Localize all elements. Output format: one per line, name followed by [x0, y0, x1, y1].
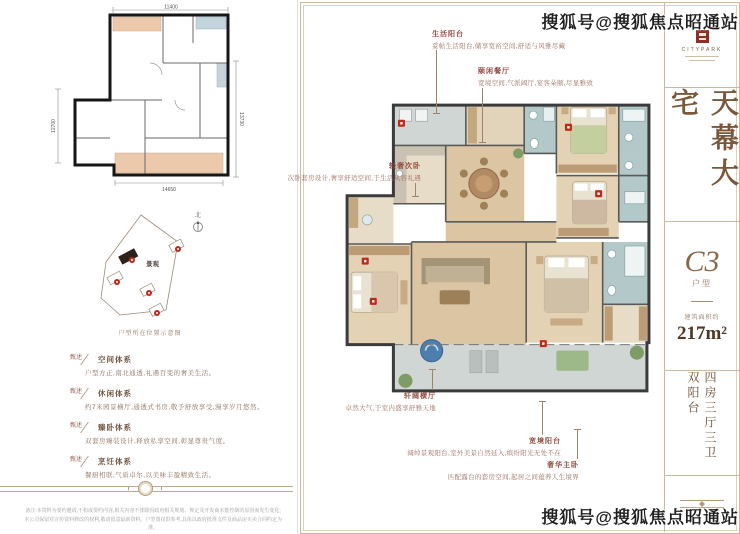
tech-balcony-bottom: [115, 153, 223, 173]
site-boundary: [101, 215, 178, 315]
slash-divider: [80, 354, 99, 365]
feature-title: 臻卧体系: [98, 423, 133, 432]
north-label: 北: [194, 213, 202, 219]
tech-balcony-top: [113, 17, 161, 31]
feature-cooking: [70, 454, 282, 479]
annotation-master-bedroom: 奢华主卧 匹配露台的套房空间,起居之间蕴养人生境界: [447, 462, 579, 481]
sidebar-title-section: [665, 88, 739, 222]
footer-medallion: [138, 481, 153, 496]
unit-divider: [691, 301, 713, 302]
annotation-leader-line: [436, 50, 437, 114]
feature-sleep: [70, 420, 282, 445]
feature-tag: 甄述: [70, 423, 83, 429]
left-page: [0, 0, 296, 534]
footer-rule-tick: [128, 487, 129, 490]
tech-bath-top: [196, 17, 226, 29]
logo-tagline-line: [689, 60, 715, 61]
feature-list: [70, 352, 282, 488]
slash-divider: [80, 456, 99, 467]
annotation-second-bedroom: 轻奢次卧 次卧套房设计,奢享舒适空间,于生活从容礼遇: [287, 163, 421, 182]
annotation-grand-hall: 轩阔横厅 卓然大气,于室内盛享舒雅天地: [345, 393, 436, 412]
slash-divider: [80, 388, 99, 399]
tech-dim-right: 13730: [238, 112, 244, 126]
unit-code-label: 户型: [692, 279, 712, 288]
annotation-leader-line: [432, 369, 433, 390]
sidebar-layout-section: [665, 371, 739, 476]
tech-interior-walls: [75, 15, 228, 175]
feature-tag: 甄述: [70, 355, 83, 361]
area-value: 217m²: [676, 323, 728, 344]
feature-desc: 餐厨相联,气质卓尔,以美味丰盈精致生活。: [85, 472, 216, 479]
rendered-floorplan: [327, 91, 659, 398]
feature-title: 空间体系: [98, 355, 133, 364]
watermark-bottom: 搜狐号@搜狐焦点昭通站: [541, 508, 739, 527]
logo-text: CITYPARK: [681, 46, 723, 53]
tech-dim-top: 11400: [164, 4, 178, 11]
site-plan-caption: 户型所在位置示意图: [118, 331, 182, 337]
feature-space: [70, 352, 282, 377]
feature-tag: 甄述: [70, 457, 83, 463]
site-buildings: [107, 239, 184, 316]
feature-desc: 双套房臻装设计,释放私享空间,彰显尊贵气度。: [85, 438, 230, 445]
right-page: [287, 2, 740, 534]
north-arrow-icon: [194, 211, 203, 232]
sidebar: [664, 3, 739, 532]
disclaimer: 备注:本资料为要约邀请,不构成要约内容,相关内容不排除因政府相关规划、规定及开发商未能控制的原因而发生变化; 本公司保留对宣传资料修改的权利,敬请留意最新资料。户型图仅供参考,具体以政府批准文件及商品房买卖合同约定为准。: [24, 508, 282, 531]
tech-dim-bottom: 14650: [162, 187, 176, 193]
feature-leisure: [70, 386, 282, 411]
annotation-leader-line: [415, 183, 416, 197]
logo-tagline-line: [685, 56, 719, 57]
site-plan-diagram: [86, 198, 216, 330]
slash-divider: [80, 422, 99, 433]
project-title: 天幕大宅: [667, 88, 738, 193]
annotation-leader-line: [542, 401, 543, 435]
sidebar-unit-section: [665, 222, 739, 371]
annotation-leader-line: [577, 429, 578, 459]
tech-dim-left: 12700: [51, 119, 57, 133]
feature-title: 休闲体系: [98, 389, 133, 398]
annotation-leader-line: [482, 88, 483, 143]
unit-layout: 四房三厅三卫双阳台: [686, 371, 717, 461]
technical-floorplan: [50, 3, 244, 197]
footer-rule-tick: [161, 487, 162, 490]
watermark-top: 搜狐号@搜狐焦点昭通站: [541, 13, 739, 32]
area-label: 建筑面积约: [684, 315, 720, 321]
unit-code: C3: [684, 245, 720, 278]
tech-bath-right: [217, 63, 228, 87]
feature-tag: 甄述: [70, 389, 83, 395]
annotation-life-balcony: 生活阳台 妥帖生活阳台,储享宽裕空间,舒适与风雅尽藏: [432, 31, 566, 50]
feature-desc: 户型方正,南北通透,礼遇百变的奢美生活。: [85, 370, 216, 377]
annotation-wide-balcony: 宽境阳台 阔绰景观阳台,室外美景自然延入,缤纷阳光无处不在: [407, 438, 561, 457]
feature-desc: 约7米园景横厅,通透式书房,敬予舒放享受,漫享岁月悠然。: [85, 404, 265, 411]
page-gutter: [297, 0, 298, 534]
feature-title: 烹饪体系: [98, 457, 133, 466]
site-landscape-label: 景观: [146, 261, 159, 268]
tech-outer-walls: [75, 15, 228, 175]
annotation-dining: 颐闲餐厅 宽境空间,气派阔厅,宴客朵颐,尽显雅致: [478, 68, 594, 87]
